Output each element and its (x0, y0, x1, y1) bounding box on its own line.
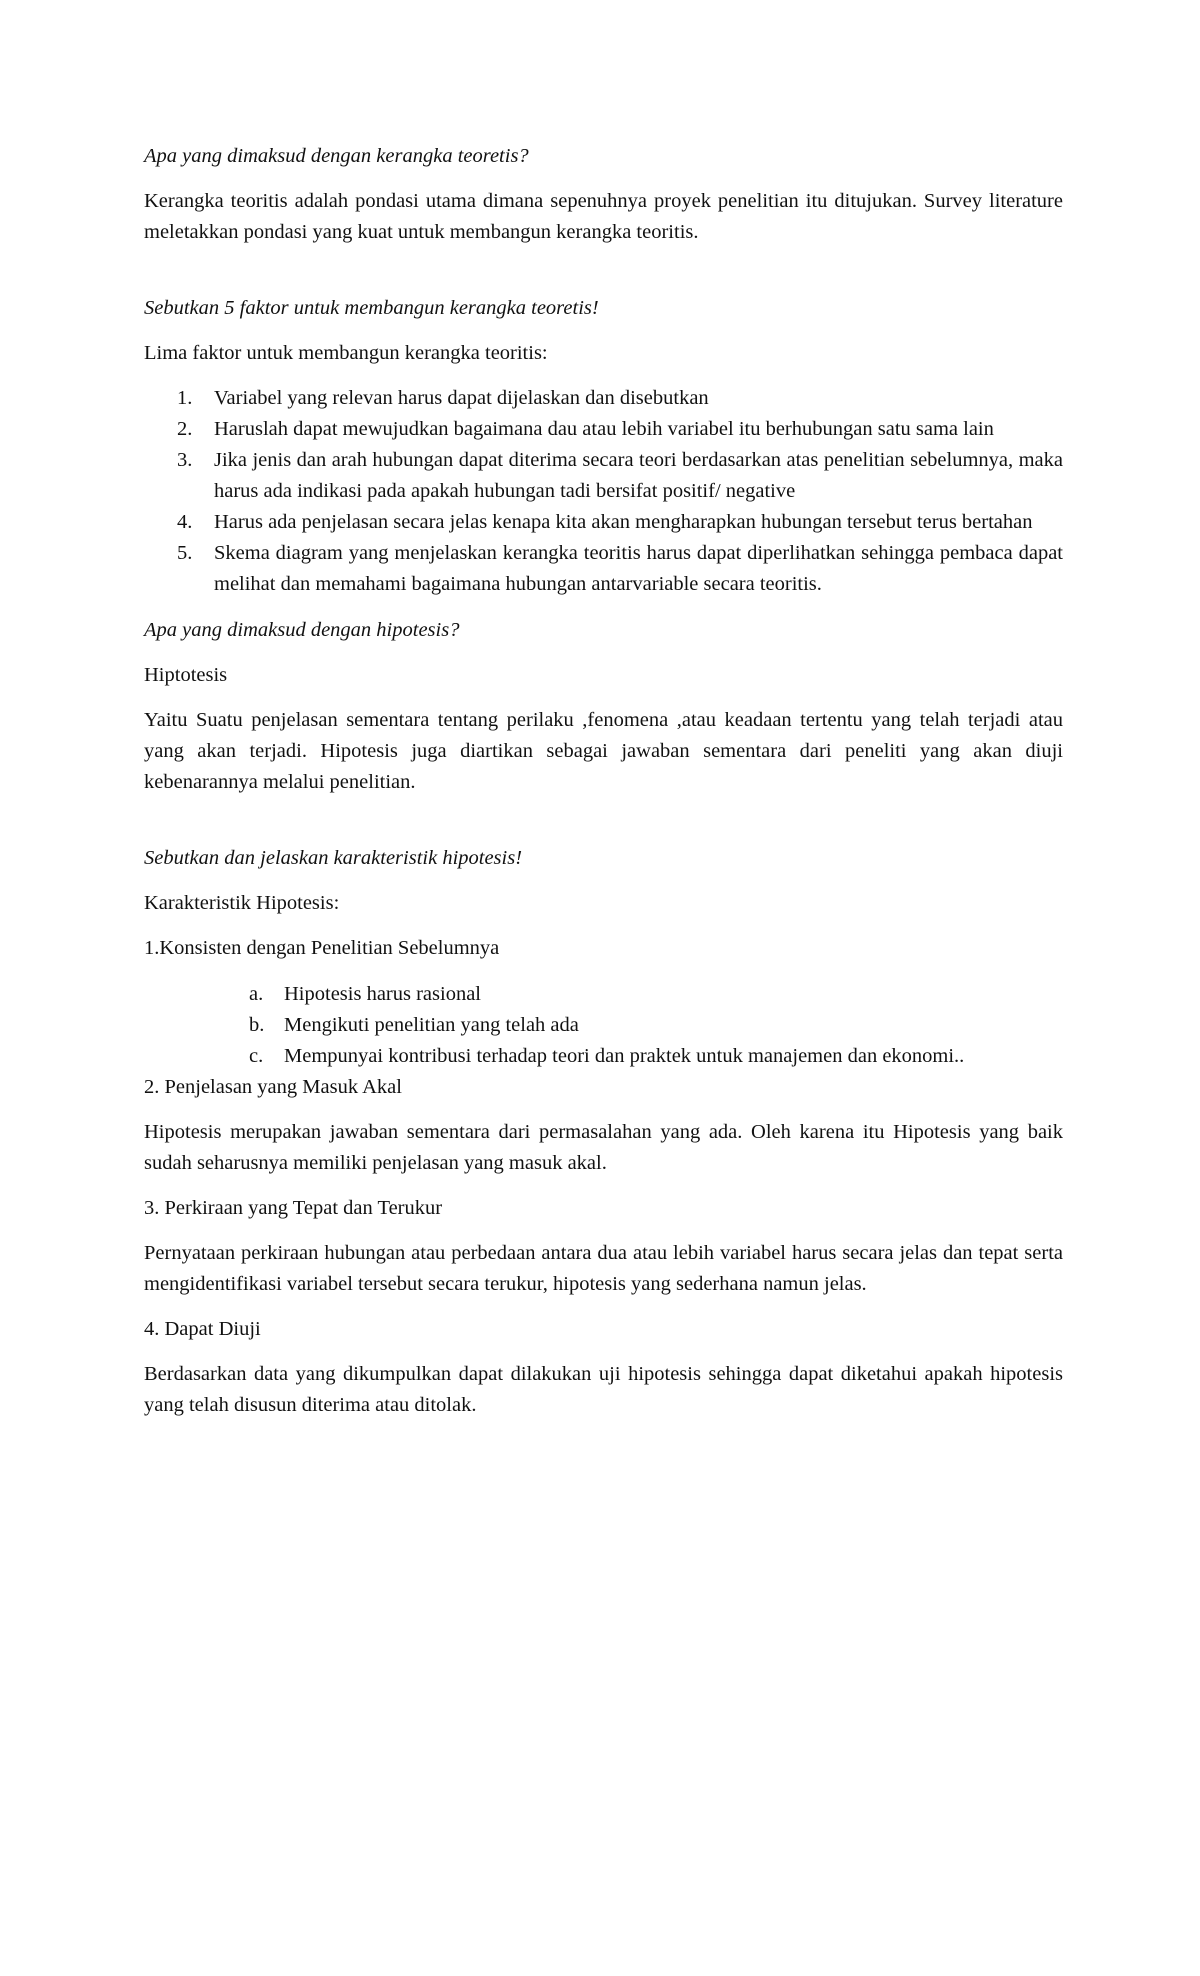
list-item-text: Mengikuti penelitian yang telah ada (284, 1014, 579, 1036)
question-heading: Sebutkan dan jelaskan karakteristik hipotesis! (144, 847, 523, 869)
document-body (144, 141, 1063, 1421)
list-item (144, 507, 1063, 538)
sub-list (144, 979, 1063, 1072)
characteristic-title: 3. Perkiraan yang Tepat dan Terukur (144, 1197, 443, 1219)
list-intro: Lima faktor untuk membangun kerangka teoritis: (144, 342, 548, 364)
list-item (144, 383, 1063, 414)
list-intro: Karakteristik Hipotesis: (144, 892, 340, 914)
characteristic-paragraph: Pernyataan perkiraan hubungan atau perbedaan antara dua atau lebih variabel harus secara jelas dan tepat serta mengidentifikasi variabel tersebut secara terukur, hipotesis yang sederhana namun jelas. (144, 1242, 1063, 1295)
list-letter: b. (249, 1014, 265, 1036)
list-item-text: Harus ada penjelasan secara jelas kenapa kita akan mengharapkan hubungan tersebut terus bertahan (214, 511, 1033, 533)
list-item (144, 538, 1063, 600)
list-item-text: Mempunyai kontribusi terhadap teori dan praktek untuk manajemen dan ekonomi.. (284, 1045, 965, 1067)
list-number: 3. (177, 449, 193, 471)
list-item (144, 445, 1063, 507)
question-heading: Apa yang dimaksud dengan hipotesis? (144, 619, 460, 641)
list-item (144, 979, 1063, 1010)
factor-list (144, 383, 1063, 600)
characteristic-title: 4. Dapat Diuji (144, 1318, 261, 1340)
list-item-text: Jika jenis dan arah hubungan dapat diterima secara teori berdasarkan atas penelitian sebelumnya, maka harus ada indikasi pada apakah hubungan tadi bersifat positif/ negative (214, 449, 1063, 502)
list-number: 1. (177, 387, 193, 409)
answer-paragraph: Kerangka teoritis adalah pondasi utama dimana sepenuhnya proyek penelitian itu ditujukan. Survey literature meletakkan pondasi yang kuat untuk membangun kerangka teoritis. (144, 190, 1063, 243)
list-item-text: Hipotesis harus rasional (284, 983, 481, 1005)
list-letter: c. (249, 1045, 264, 1067)
list-item-text: Haruslah dapat mewujudkan bagaimana dau atau lebih variabel itu berhubungan satu sama lain (214, 418, 994, 440)
list-item (144, 1010, 1063, 1041)
characteristic-paragraph: Berdasarkan data yang dikumpulkan dapat dilakukan uji hipotesis sehingga dapat diketahui apakah hipotesis yang telah disusun diterima atau ditolak. (144, 1363, 1063, 1416)
list-item (144, 414, 1063, 445)
list-item-text: Variabel yang relevan harus dapat dijelaskan dan disebutkan (214, 387, 709, 409)
characteristic-paragraph: Hipotesis merupakan jawaban sementara dari permasalahan yang ada. Oleh karena itu Hipotesis yang baik sudah seharusnya memiliki penjelasan yang masuk akal. (144, 1121, 1063, 1174)
term-label: Hiptotesis (144, 664, 228, 686)
characteristic-title: 2. Penjelasan yang Masuk Akal (144, 1076, 402, 1098)
list-number: 4. (177, 511, 193, 533)
characteristic-title: 1.Konsisten dengan Penelitian Sebelumnya (144, 937, 500, 959)
list-item-text: Skema diagram yang menjelaskan kerangka teoritis harus dapat diperlihatkan sehingga pembaca dapat melihat dan memahami bagaimana hubungan antarvariable secara teoritis. (214, 542, 1063, 595)
question-heading: Sebutkan 5 faktor untuk membangun kerangka teoretis! (144, 297, 599, 319)
list-number: 2. (177, 418, 193, 440)
question-heading: Apa yang dimaksud dengan kerangka teoretis? (144, 145, 529, 167)
answer-paragraph: Yaitu Suatu penjelasan sementara tentang perilaku ,fenomena ,atau keadaan tertentu yang telah terjadi atau yang akan terjadi. Hipotesis juga diartikan sebagai jawaban sementara dari peneliti yang akan diuji kebenarannya melalui penelitian. (144, 709, 1063, 793)
list-number: 5. (177, 542, 193, 564)
list-item (144, 1041, 1063, 1072)
list-letter: a. (249, 983, 264, 1005)
